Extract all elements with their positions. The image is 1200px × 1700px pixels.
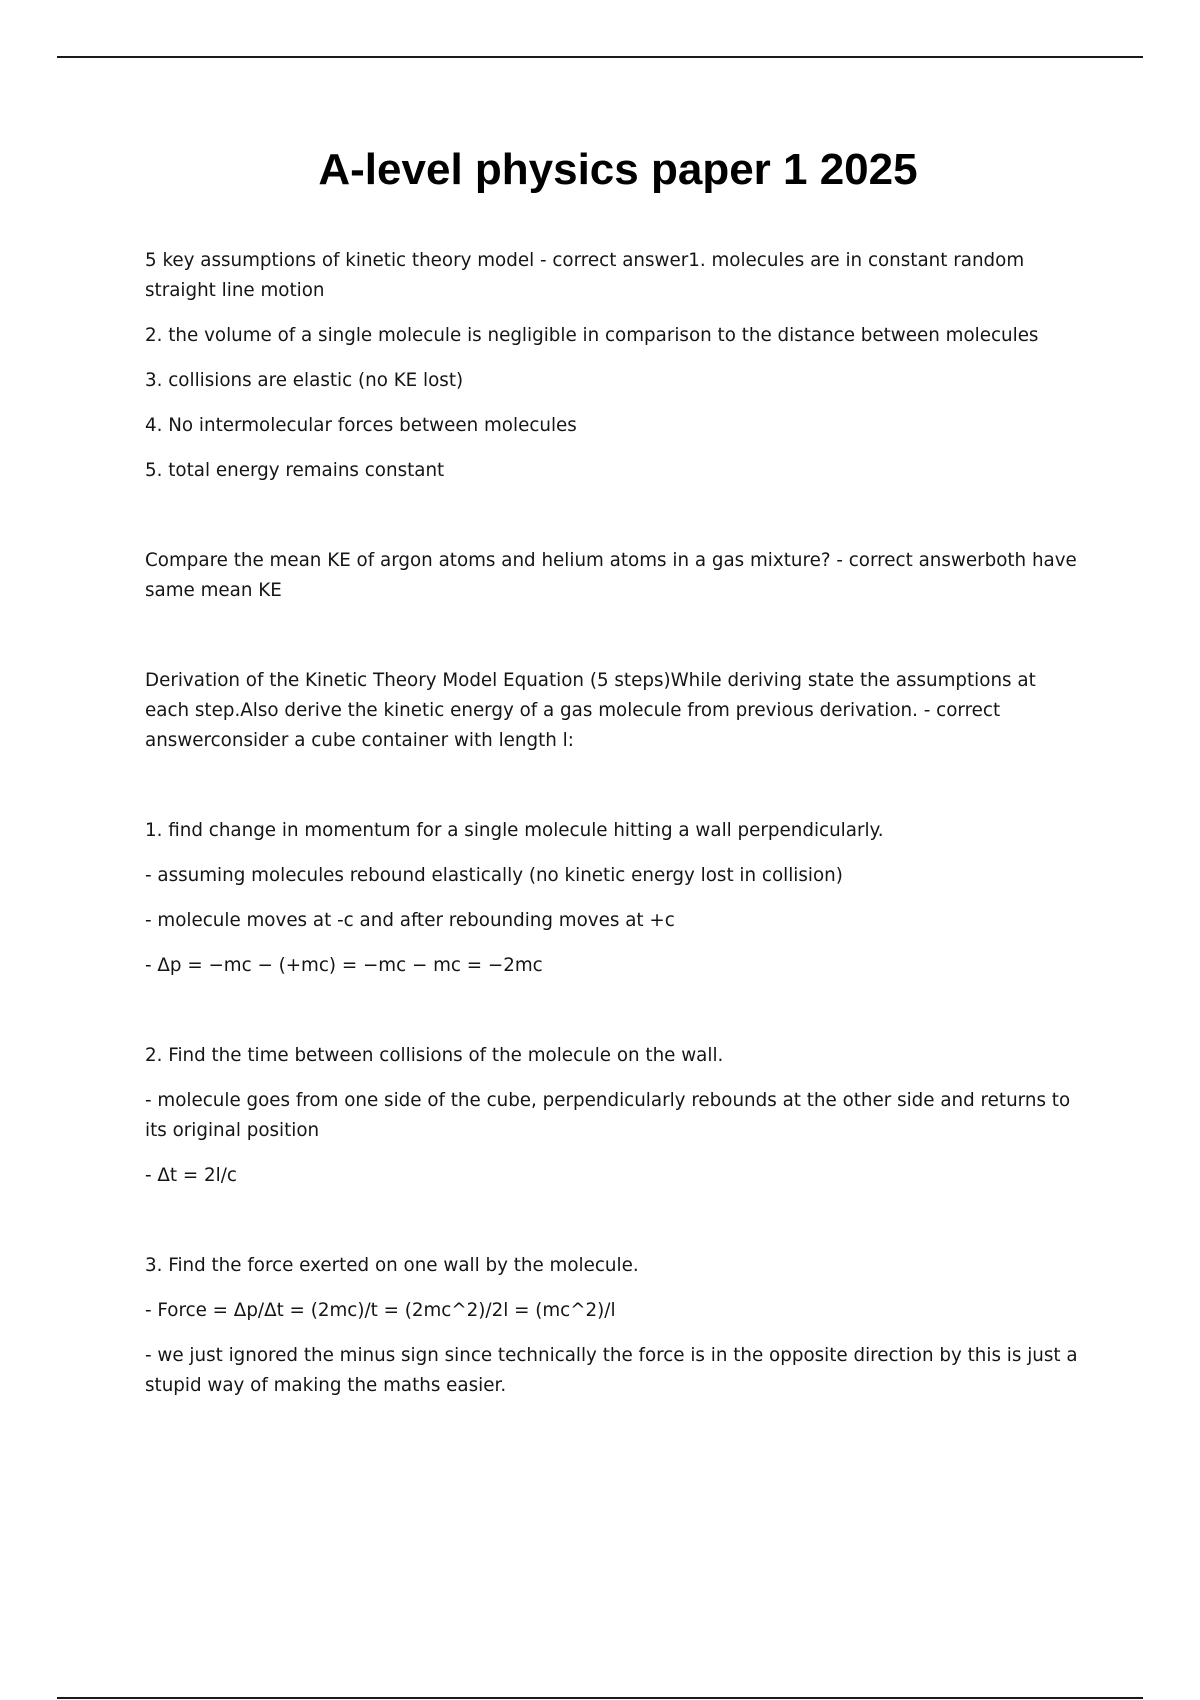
paragraph: Derivation of the Kinetic Theory Model Equation (5 steps)While deriving state the assumptions at each step.Also derive the kinetic energy of a gas molecule from previous derivation. - correct answerconsider a cube container with length l: [145, 670, 1036, 751]
paragraph: 4. No intermolecular forces between molecules [145, 415, 577, 436]
paragraph: - Δp = −mc − (+mc) = −mc − mc = −2mc [145, 955, 543, 976]
top-rule [57, 56, 1143, 58]
bottom-rule [57, 1697, 1143, 1699]
paragraph: - we just ignored the minus sign since technically the force is in the opposite direction by this is just a stupid way of making the maths easier. [145, 1345, 1078, 1396]
paragraph: 3. collisions are elastic (no KE lost) [145, 370, 464, 391]
paragraph: 2. Find the time between collisions of the molecule on the wall. [145, 1045, 724, 1066]
paragraph: - Force = Δp/Δt = (2mc)/t = (2mc^2)/2l = (mc^2)/l [145, 1300, 616, 1321]
paragraph: - molecule moves at -c and after rebounding moves at +c [145, 910, 675, 931]
paragraph: 5 key assumptions of kinetic theory model - correct answer1. molecules are in constant random straight line motion [145, 250, 1025, 301]
paragraph: 1. find change in momentum for a single molecule hitting a wall perpendicularly. [145, 820, 884, 841]
paragraph: Compare the mean KE of argon atoms and helium atoms in a gas mixture? - correct answerboth have same mean KE [145, 550, 1077, 601]
paragraph: - Δt = 2l/c [145, 1165, 237, 1186]
document-body [145, 246, 1080, 1416]
document-title: A-level physics paper 1 2025 [318, 145, 918, 194]
paragraph: - molecule goes from one side of the cube, perpendicularly rebounds at the other side and returns to its original position [145, 1090, 1071, 1141]
paragraph: 3. Find the force exerted on one wall by the molecule. [145, 1255, 639, 1276]
paragraph: - assuming molecules rebound elastically (no kinetic energy lost in collision) [145, 865, 843, 886]
paragraph: 5. total energy remains constant [145, 460, 445, 481]
paragraph: 2. the volume of a single molecule is negligible in comparison to the distance between molecules [145, 325, 1039, 346]
